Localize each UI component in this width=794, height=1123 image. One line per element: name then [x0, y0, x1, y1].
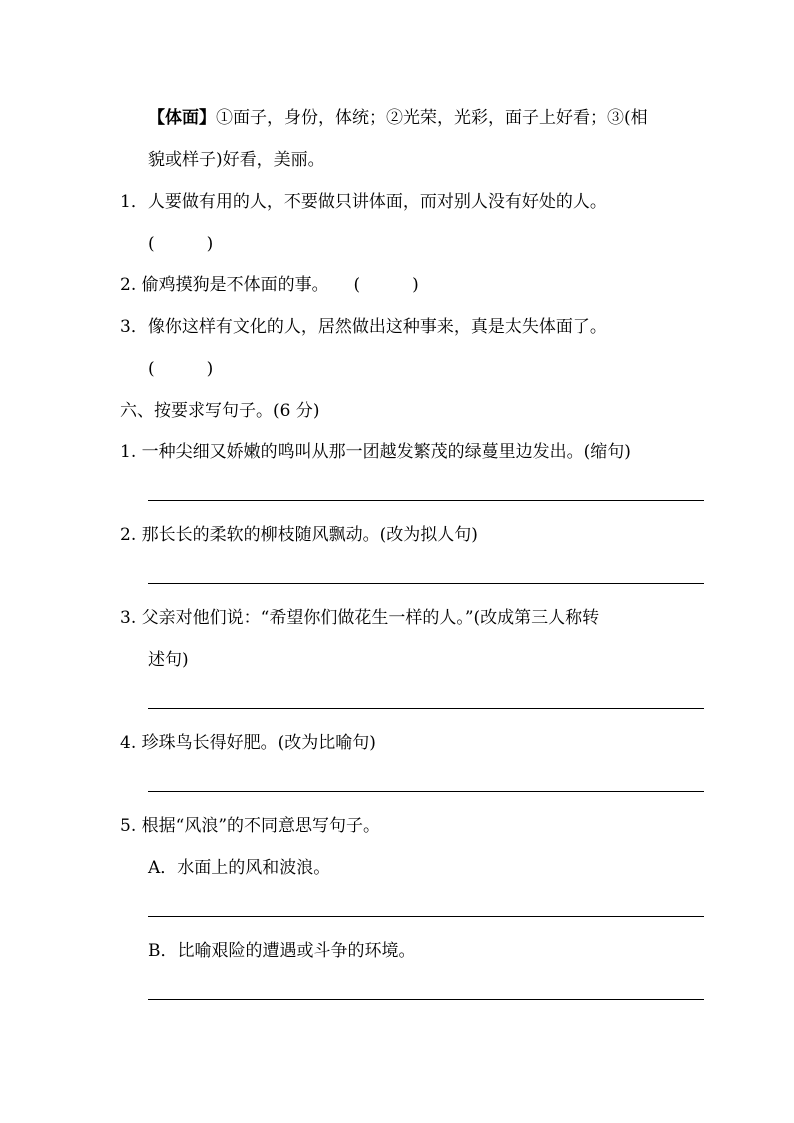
section-6-title: 六、按要求写句子。(6 分)	[120, 401, 320, 421]
answer-line-5a[interactable]	[148, 916, 704, 917]
paren-close: )	[206, 359, 214, 379]
answer-line-4[interactable]	[148, 791, 704, 792]
question-3-line-2: 述句)	[148, 650, 189, 670]
question-5	[120, 815, 380, 837]
question-1	[120, 441, 631, 463]
question-5-option-b: B．比喻艰险的遭遇或斗争的环境。	[148, 941, 416, 961]
definition-text-1: ①面子，身份，体统；②光荣，光彩，面子上好看；③(相	[216, 108, 648, 128]
question-number: 3.	[120, 608, 137, 628]
question-number: 2.	[120, 525, 137, 545]
question-text: 父亲对他们说：“希望你们做花生一样的人。”(改成第三人称转	[141, 608, 600, 628]
paren-open: (	[148, 234, 155, 254]
item-sentence: 人要做有用的人，不要做只讲体面，而对别人没有好处的人。	[147, 192, 607, 212]
item-3	[120, 316, 607, 338]
item-1	[120, 191, 607, 213]
answer-paren-2[interactable]	[353, 275, 418, 295]
paren-close: )	[412, 275, 419, 295]
question-text: 一种尖细又娇嫩的鸣叫从那一团越发繁茂的绿蔓里边发出。(缩句)	[141, 442, 631, 462]
answer-paren-1[interactable]	[148, 233, 213, 255]
question-5-option-a: A．水面上的风和波浪。	[148, 858, 331, 878]
paren-open: (	[148, 359, 155, 379]
definition-line-1	[148, 107, 648, 129]
answer-paren-3[interactable]	[148, 358, 213, 380]
item-number: 3．	[120, 317, 148, 337]
question-text: 珍珠鸟长得好肥。(改为比喻句)	[141, 733, 376, 753]
answer-line-2[interactable]	[148, 583, 704, 584]
paren-open: (	[353, 275, 361, 295]
item-2	[120, 274, 419, 296]
answer-line-1[interactable]	[148, 500, 704, 501]
question-number: 1.	[120, 442, 137, 462]
definition-line-2: 貌或样子)好看，美丽。	[148, 150, 325, 170]
answer-line-3[interactable]	[148, 708, 704, 709]
question-text: 根据“风浪”的不同意思写句子。	[141, 816, 381, 836]
question-number: 4.	[120, 733, 137, 753]
item-sentence: 偷鸡摸狗是不体面的事。	[141, 275, 329, 295]
question-text: 那长长的柔软的柳枝随风飘动。(改为拟人句)	[141, 525, 478, 545]
answer-line-5b[interactable]	[148, 999, 704, 1000]
question-number: 5.	[120, 816, 137, 836]
item-number: 2.	[120, 275, 137, 295]
question-4	[120, 732, 376, 754]
question-2	[120, 524, 478, 546]
paren-close: )	[206, 234, 214, 254]
item-sentence: 像你这样有文化的人，居然做出这种事来，真是太失体面了。	[147, 317, 607, 337]
definition-term: 【体面】	[148, 108, 216, 128]
item-number: 1．	[120, 192, 148, 212]
question-3	[120, 607, 599, 629]
